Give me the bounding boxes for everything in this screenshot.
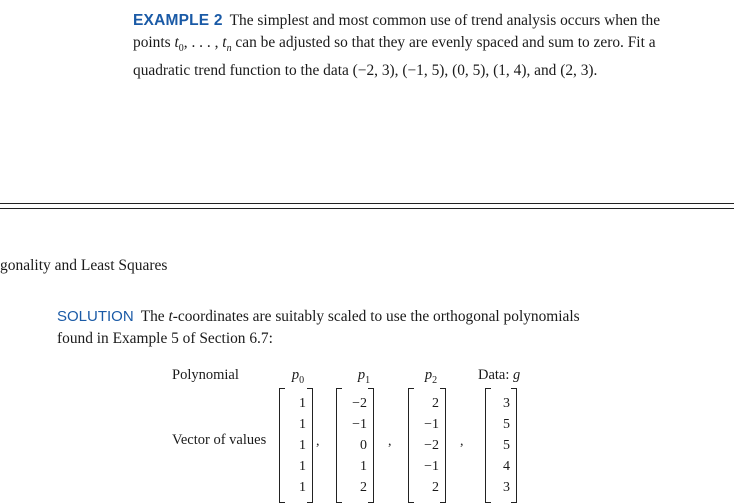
vector-entry: 1	[299, 417, 306, 432]
t0-symbol: $t_0$	[174, 34, 184, 55]
vector-entry: 2	[360, 480, 367, 495]
example-text-2c: can be adjusted so that they are evenly spaced and sum to zero. Fit a	[235, 34, 656, 51]
example-label: EXAMPLE 2	[133, 12, 223, 29]
solution-text-1b: -coordinates are suitably scaled to use the orthogonal polynomials	[172, 308, 580, 325]
vector-entry: 3	[503, 396, 510, 411]
vector-entry: 1	[360, 459, 367, 474]
vector-entry: 1	[299, 396, 306, 411]
page-divider-top	[0, 203, 734, 204]
column-header-p0: $p_0$	[291, 367, 305, 386]
vector-entry: 5	[503, 438, 510, 453]
right-bracket	[511, 388, 517, 503]
solution-text-1a: The	[140, 308, 165, 325]
example-text-1: The simplest and most common use of trend analysis occurs when the	[229, 12, 661, 29]
solution-label: SOLUTION	[57, 308, 134, 325]
row-label-values: Vector of values	[172, 432, 267, 448]
example-line-2	[133, 32, 723, 60]
example-paragraph	[133, 10, 723, 82]
comma-separator: ,	[316, 434, 320, 449]
vector-entry: −1	[424, 459, 439, 474]
tn-symbol: $t_n$	[222, 34, 232, 55]
vector-entry: 4	[503, 459, 510, 474]
vector-entry: 2	[432, 480, 439, 495]
comma-separator: ,	[460, 434, 464, 449]
running-head: gonality and Least Squares	[0, 257, 168, 274]
vector-entry: 3	[503, 480, 510, 495]
solution-paragraph	[57, 306, 707, 350]
vector-entry: 1	[299, 480, 306, 495]
right-bracket	[307, 388, 313, 503]
vector-p2	[408, 388, 446, 503]
vector-entry: 1	[299, 438, 306, 453]
example-line-3: quadratic trend function to the data (−2, 3), (−1, 5), (0, 5), (1, 4), and (2, 3).	[133, 62, 598, 80]
vector-entry: −2	[352, 396, 367, 411]
vector-entry: −1	[424, 417, 439, 432]
right-bracket	[368, 388, 374, 503]
vector-entry: 1	[299, 459, 306, 474]
solution-line-1	[57, 306, 707, 328]
vector-p1	[336, 388, 374, 503]
t-symbol: t	[168, 308, 173, 325]
vector-entry: −1	[352, 417, 367, 432]
row-label-polynomial: Polynomial	[172, 367, 239, 383]
vector-entry: 0	[360, 438, 367, 453]
vector-entry: 5	[503, 417, 510, 432]
solution-line-2: found in Example 5 of Section 6.7:	[57, 330, 273, 347]
column-header-p1: $p_1$	[357, 367, 371, 386]
example-text-2a: points	[133, 34, 171, 51]
comma-separator: ,	[388, 434, 392, 449]
vector-entry: 2	[432, 396, 439, 411]
right-bracket	[440, 388, 446, 503]
column-header-p2: $p_2$	[424, 367, 438, 386]
vector-p0	[279, 388, 313, 503]
vector-entry: −2	[424, 438, 439, 453]
page-divider-bottom	[0, 208, 734, 209]
example-line-1	[133, 10, 723, 32]
example-text-2b: , . . . ,	[183, 34, 219, 51]
vector-data-g	[485, 388, 517, 503]
column-header-data: Data: g	[478, 367, 521, 383]
